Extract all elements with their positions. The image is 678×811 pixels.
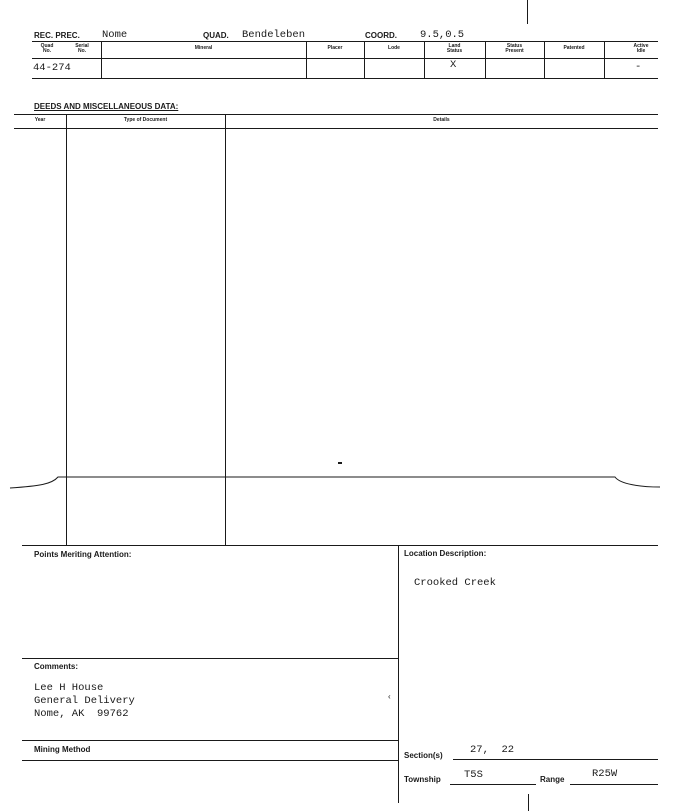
deeds-table-header-line: [14, 128, 658, 129]
tiny-mark: ‹: [388, 692, 391, 701]
comment-line-3: Nome, AK 99762: [34, 708, 129, 720]
col-header-status-present: Status Present: [505, 43, 524, 54]
coord-value: 9.5,0.5: [420, 29, 465, 41]
section-underline: [453, 759, 658, 760]
col-header-mineral: Mineral: [194, 45, 213, 51]
bottom-tick-mark: [528, 794, 529, 811]
quad-label: QUAD.: [203, 31, 229, 40]
record-table-bottom-line: [32, 78, 658, 79]
mining-method-bottom-line: [22, 760, 398, 761]
mining-method-top-line: [22, 740, 398, 741]
range-underline: [570, 784, 658, 785]
mining-method-label: Mining Method: [34, 745, 91, 754]
col-divider-active: [604, 41, 605, 78]
col-header-patented: Patented: [563, 45, 585, 51]
lower-section-top-line: [22, 545, 658, 546]
location-description-label: Location Description:: [404, 549, 487, 558]
deeds-col-year: Year: [34, 117, 46, 123]
quad-no-value: 44-274: [33, 62, 71, 74]
lower-section-divider: [398, 545, 399, 803]
deeds-table-top-line: [14, 114, 658, 115]
deeds-col-type: Type of Document: [123, 117, 168, 123]
range-value: R25W: [592, 768, 618, 780]
rec-prec-value: Nome: [102, 29, 128, 41]
col-header-lode: Lode: [388, 45, 400, 51]
land-status-value: X: [450, 59, 457, 71]
deeds-col-details: Details: [433, 117, 450, 123]
section-value: 27, 22: [470, 744, 515, 756]
speck-mark: [338, 462, 342, 464]
comment-line-2: General Delivery: [34, 695, 135, 707]
coord-label: COORD.: [365, 31, 397, 40]
comments-label: Comments:: [34, 662, 79, 671]
range-label: Range: [540, 775, 565, 784]
quad-value: Bendeleben: [242, 29, 306, 41]
page-fold-line: [0, 470, 678, 494]
location-description-value: Crooked Creek: [414, 577, 496, 589]
comments-top-line: [22, 658, 398, 659]
township-value: T5S: [464, 769, 483, 781]
col-header-serial-no: Serial No.: [75, 43, 89, 54]
township-underline: [450, 784, 536, 785]
rec-prec-label: REC. PREC.: [34, 31, 80, 40]
section-label: Section(s): [404, 751, 443, 760]
active-idle-value: -: [635, 61, 642, 73]
township-label: Township: [404, 775, 441, 784]
deeds-heading: DEEDS AND MISCELLANEOUS DATA:: [34, 102, 179, 111]
col-header-placer: Placer: [327, 45, 343, 51]
points-meriting-attention-label: Points Meriting Attention:: [34, 550, 132, 559]
col-header-land-status: Land Status: [446, 43, 463, 54]
top-tick-mark: [527, 0, 528, 24]
comment-line-1: Lee H House: [34, 682, 104, 694]
record-table-top-line: [32, 41, 658, 42]
col-header-active-idle: Active Idle: [633, 43, 649, 54]
record-table-header-line: [32, 58, 658, 59]
col-header-quad-no: Quad No.: [40, 43, 54, 54]
